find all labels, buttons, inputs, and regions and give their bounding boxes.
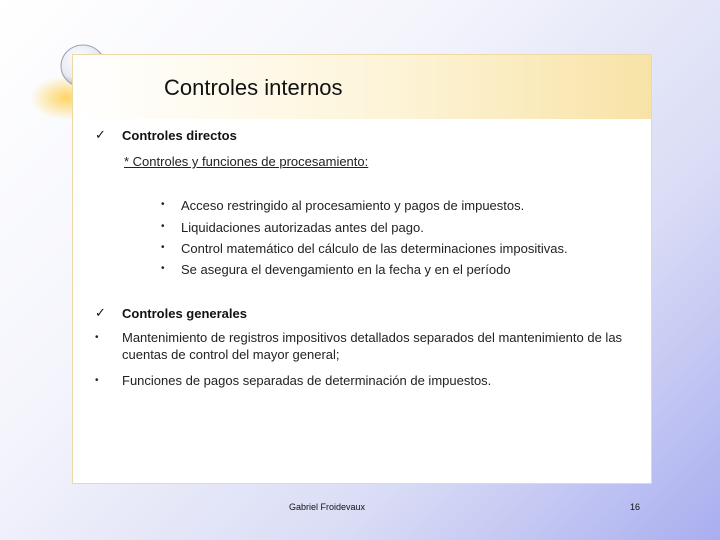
list-item: Control matemático del cálculo de las determinaciones impositivas. (181, 241, 568, 256)
bullet-icon: • (161, 263, 165, 274)
list-item: Funciones de pagos separadas de determinación de impuestos. (122, 373, 492, 388)
content-panel (72, 54, 652, 512)
list-item: Acceso restringido al procesamiento y pagos de impuestos. (181, 198, 525, 213)
checkmark-icon: ✓ (95, 305, 106, 320)
bullet-icon: • (95, 375, 99, 386)
checkmark-icon: ✓ (95, 127, 106, 142)
section-heading-directos: Controles directos (122, 128, 237, 143)
bullet-icon: • (161, 242, 165, 253)
title-band (73, 55, 651, 119)
slide-title: Controles internos (164, 75, 343, 100)
bullet-icon: • (95, 332, 99, 343)
section-subheading: * Controles y funciones de procesamiento: (124, 154, 369, 169)
list-item: Se asegura el devengamiento en la fecha y en el período (181, 262, 511, 277)
bullet-icon: • (161, 221, 165, 232)
list-item: Mantenimiento de registros impositivos detallados separados del mantenimiento de las cuentas de control del mayor general; (122, 330, 623, 362)
footer-page-number: 16 (630, 502, 641, 512)
section-heading-generales: Controles generales (122, 306, 247, 321)
bullet-icon: • (161, 199, 165, 210)
footer-author: Gabriel Froidevaux (289, 502, 366, 512)
list-item: Liquidaciones autorizadas antes del pago. (181, 220, 424, 235)
